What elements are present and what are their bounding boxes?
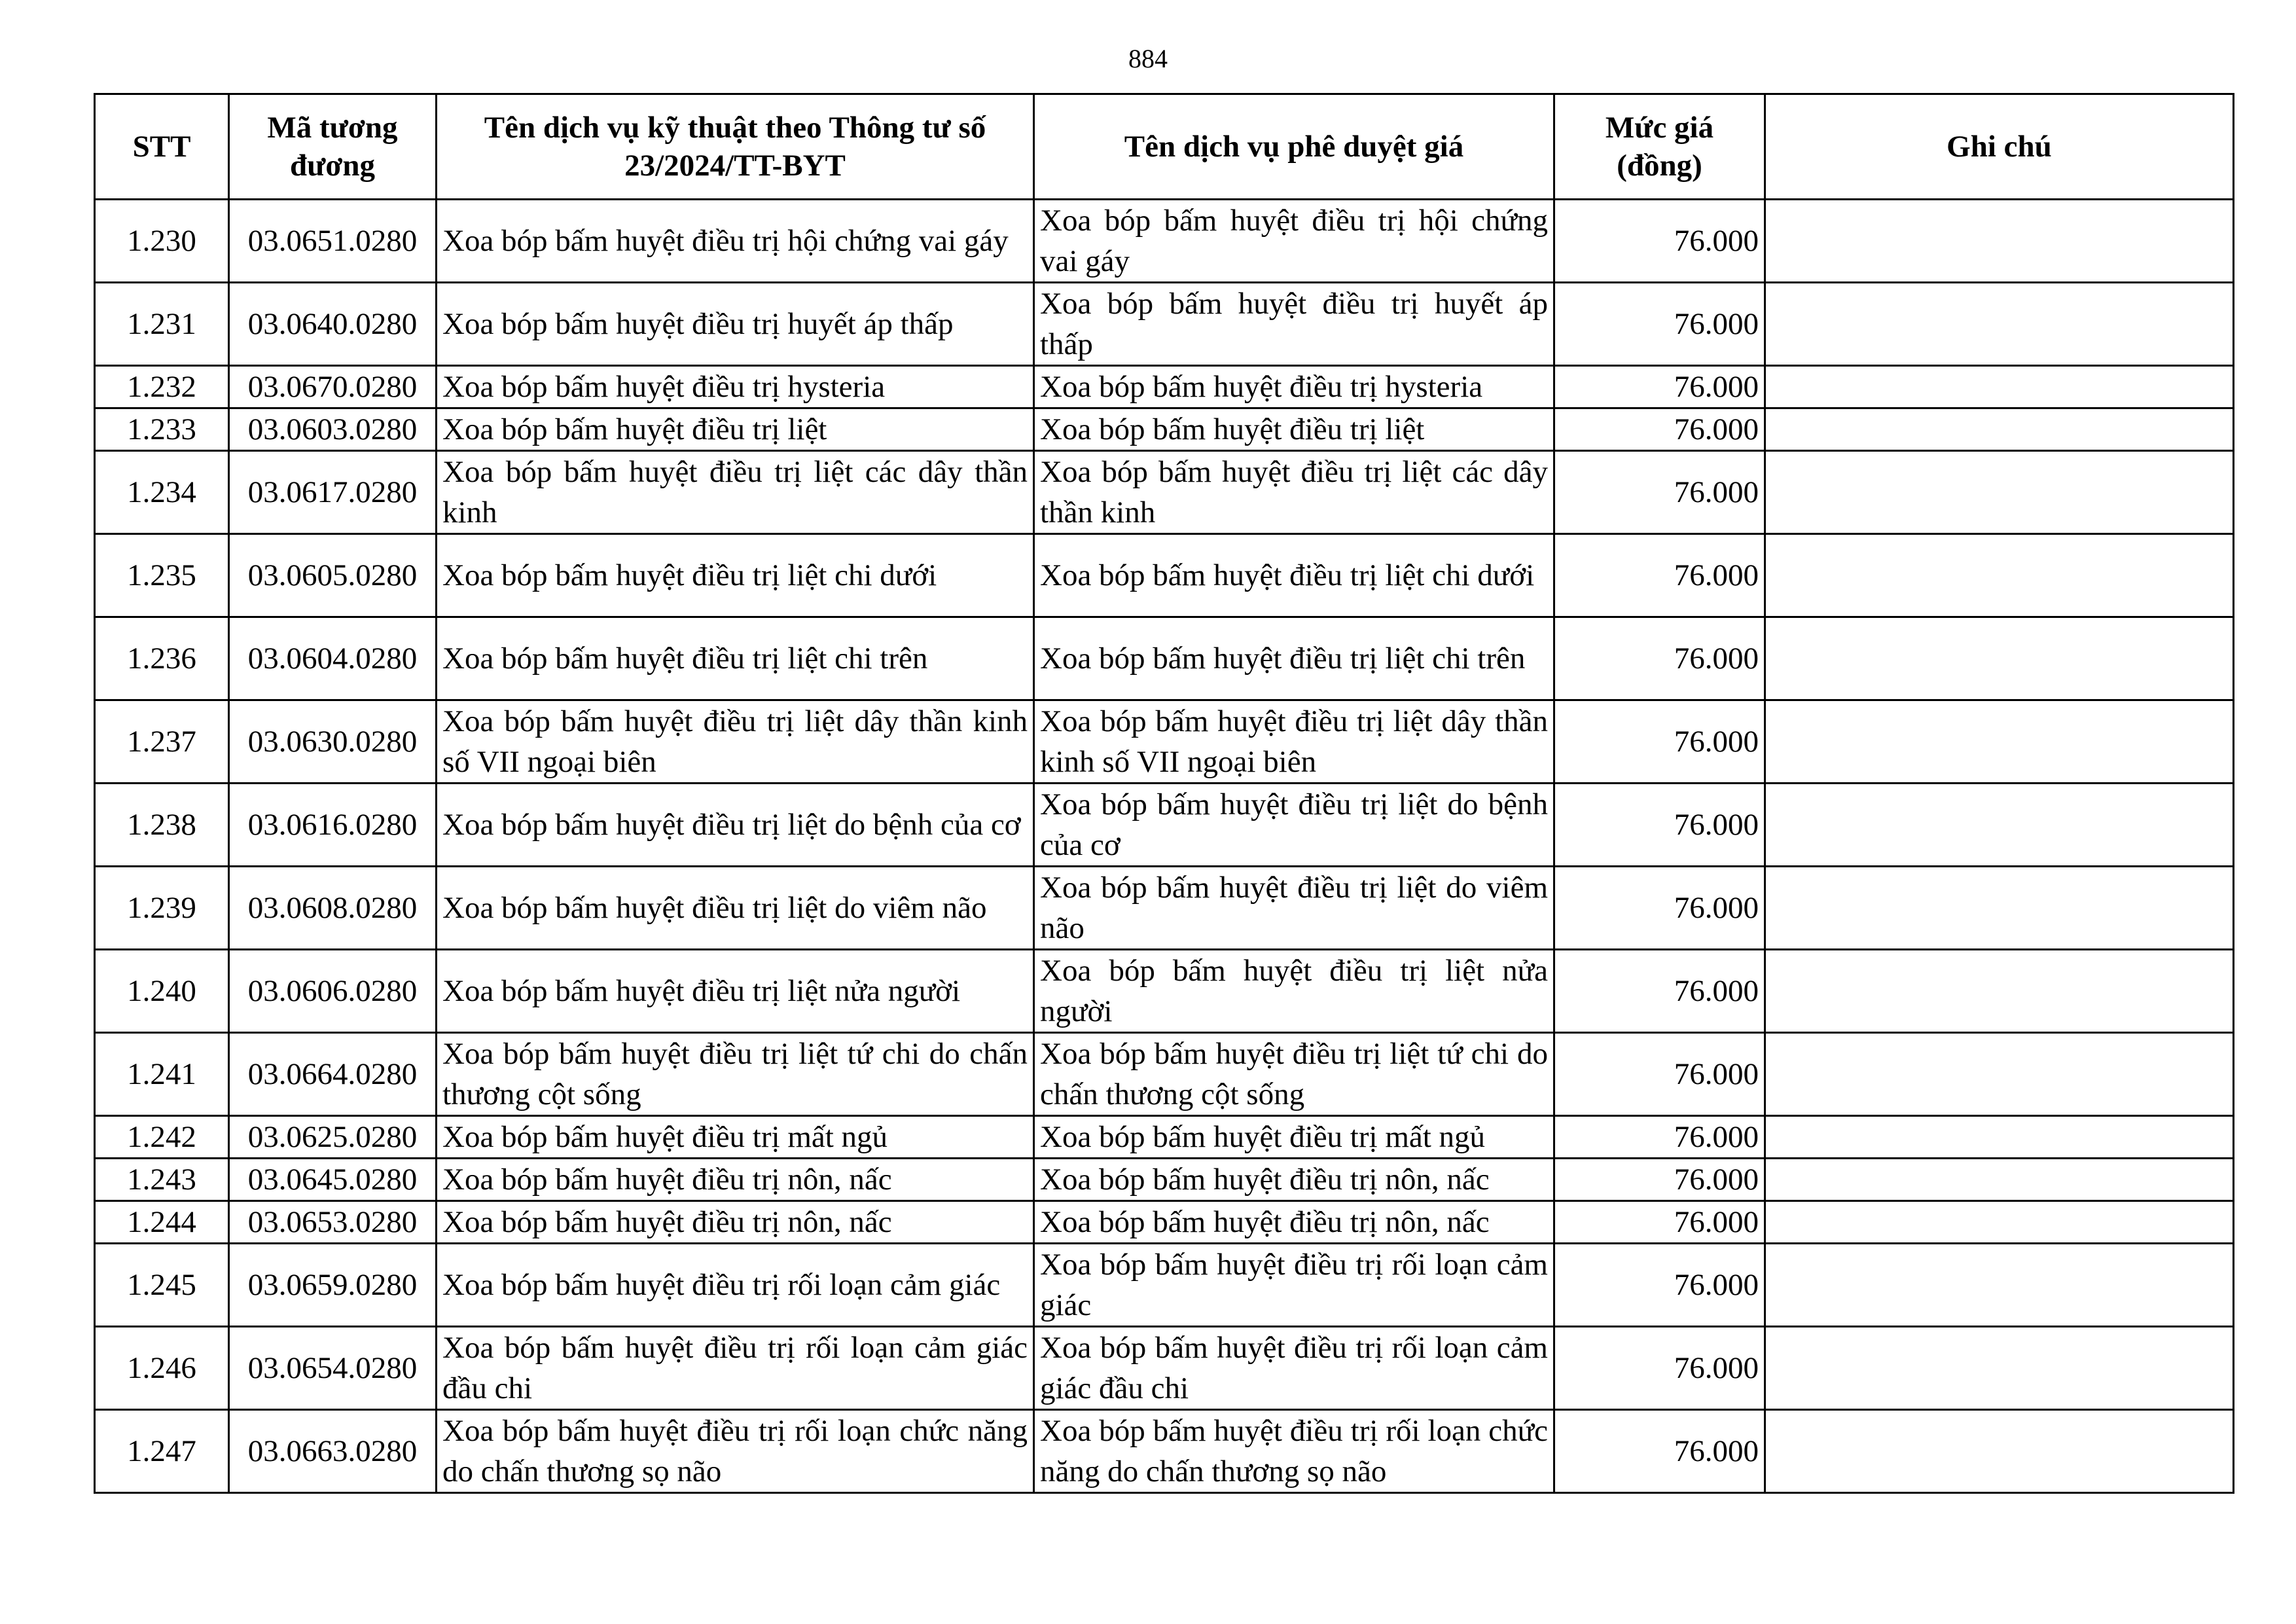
cell-approved-name: Xoa bóp bấm huyệt điều trị rối loạn chức năng do chấn thương sọ não xyxy=(1034,1410,1554,1493)
cell-stt: 1.233 xyxy=(95,408,229,451)
cell-price: 76.000 xyxy=(1554,534,1765,617)
cell-stt: 1.230 xyxy=(95,200,229,283)
cell-stt: 1.247 xyxy=(95,1410,229,1493)
cell-price: 76.000 xyxy=(1554,1244,1765,1327)
page-number: 884 xyxy=(1128,44,1168,73)
cell-price: 76.000 xyxy=(1554,200,1765,283)
cell-code: 03.0617.0280 xyxy=(229,451,437,534)
cell-stt: 1.234 xyxy=(95,451,229,534)
cell-code: 03.0670.0280 xyxy=(229,366,437,408)
cell-note xyxy=(1765,950,2234,1033)
cell-note xyxy=(1765,617,2234,700)
cell-price: 76.000 xyxy=(1554,867,1765,950)
cell-note xyxy=(1765,534,2234,617)
cell-approved-name: Xoa bóp bấm huyệt điều trị mất ngủ xyxy=(1034,1116,1554,1159)
table-row xyxy=(95,700,2234,784)
table-row xyxy=(95,366,2234,408)
table-row xyxy=(95,283,2234,366)
cell-approved-name: Xoa bóp bấm huyệt điều trị hysteria xyxy=(1034,366,1554,408)
table-row xyxy=(95,1201,2234,1244)
header-price: Mức giá (đồng) xyxy=(1554,94,1765,200)
cell-approved-name: Xoa bóp bấm huyệt điều trị liệt do bệnh của cơ xyxy=(1034,784,1554,867)
cell-note xyxy=(1765,1033,2234,1116)
cell-tech-name: Xoa bóp bấm huyệt điều trị liệt do bệnh của cơ xyxy=(437,784,1034,867)
cell-price: 76.000 xyxy=(1554,408,1765,451)
cell-code: 03.0605.0280 xyxy=(229,534,437,617)
cell-price: 76.000 xyxy=(1554,1410,1765,1493)
cell-tech-name: Xoa bóp bấm huyệt điều trị liệt dây thần kinh số VII ngoại biên xyxy=(437,700,1034,784)
cell-stt: 1.245 xyxy=(95,1244,229,1327)
cell-note xyxy=(1765,784,2234,867)
header-tech-name: Tên dịch vụ kỹ thuật theo Thông tư số 23/2024/TT-BYT xyxy=(437,94,1034,200)
cell-tech-name: Xoa bóp bấm huyệt điều trị rối loạn cảm giác xyxy=(437,1244,1034,1327)
cell-note xyxy=(1765,1201,2234,1244)
cell-code: 03.0659.0280 xyxy=(229,1244,437,1327)
cell-note xyxy=(1765,1327,2234,1410)
cell-note xyxy=(1765,1159,2234,1201)
cell-tech-name: Xoa bóp bấm huyệt điều trị mất ngủ xyxy=(437,1116,1034,1159)
cell-code: 03.0653.0280 xyxy=(229,1201,437,1244)
cell-stt: 1.239 xyxy=(95,867,229,950)
cell-stt: 1.242 xyxy=(95,1116,229,1159)
table-row xyxy=(95,408,2234,451)
cell-tech-name: Xoa bóp bấm huyệt điều trị liệt chi trên xyxy=(437,617,1034,700)
cell-tech-name: Xoa bóp bấm huyệt điều trị liệt do viêm não xyxy=(437,867,1034,950)
cell-stt: 1.231 xyxy=(95,283,229,366)
header-note: Ghi chú xyxy=(1765,94,2234,200)
cell-stt: 1.243 xyxy=(95,1159,229,1201)
price-table xyxy=(94,93,2234,1494)
cell-stt: 1.244 xyxy=(95,1201,229,1244)
table-row xyxy=(95,867,2234,950)
cell-approved-name: Xoa bóp bấm huyệt điều trị liệt do viêm não xyxy=(1034,867,1554,950)
cell-price: 76.000 xyxy=(1554,1116,1765,1159)
cell-tech-name: Xoa bóp bấm huyệt điều trị liệt các dây thần kinh xyxy=(437,451,1034,534)
cell-code: 03.0654.0280 xyxy=(229,1327,437,1410)
cell-code: 03.0606.0280 xyxy=(229,950,437,1033)
cell-tech-name: Xoa bóp bấm huyệt điều trị hội chứng vai gáy xyxy=(437,200,1034,283)
cell-price: 76.000 xyxy=(1554,784,1765,867)
cell-approved-name: Xoa bóp bấm huyệt điều trị liệt nửa người xyxy=(1034,950,1554,1033)
header-stt: STT xyxy=(95,94,229,200)
table-header-row xyxy=(95,94,2234,200)
cell-tech-name: Xoa bóp bấm huyệt điều trị rối loạn chức năng do chấn thương sọ não xyxy=(437,1410,1034,1493)
cell-tech-name: Xoa bóp bấm huyệt điều trị huyết áp thấp xyxy=(437,283,1034,366)
cell-price: 76.000 xyxy=(1554,1327,1765,1410)
cell-note xyxy=(1765,408,2234,451)
cell-code: 03.0645.0280 xyxy=(229,1159,437,1201)
cell-code: 03.0664.0280 xyxy=(229,1033,437,1116)
cell-stt: 1.241 xyxy=(95,1033,229,1116)
cell-price: 76.000 xyxy=(1554,366,1765,408)
cell-price: 76.000 xyxy=(1554,283,1765,366)
cell-code: 03.0625.0280 xyxy=(229,1116,437,1159)
cell-note xyxy=(1765,700,2234,784)
cell-code: 03.0608.0280 xyxy=(229,867,437,950)
cell-code: 03.0630.0280 xyxy=(229,700,437,784)
table-row xyxy=(95,1116,2234,1159)
cell-approved-name: Xoa bóp bấm huyệt điều trị liệt dây thần kinh số VII ngoại biên xyxy=(1034,700,1554,784)
cell-stt: 1.240 xyxy=(95,950,229,1033)
cell-price: 76.000 xyxy=(1554,700,1765,784)
table-row xyxy=(95,1410,2234,1493)
cell-stt: 1.237 xyxy=(95,700,229,784)
table-row xyxy=(95,617,2234,700)
cell-price: 76.000 xyxy=(1554,1201,1765,1244)
cell-stt: 1.246 xyxy=(95,1327,229,1410)
table-row xyxy=(95,784,2234,867)
cell-price: 76.000 xyxy=(1554,950,1765,1033)
cell-note xyxy=(1765,1410,2234,1493)
cell-stt: 1.238 xyxy=(95,784,229,867)
cell-approved-name: Xoa bóp bấm huyệt điều trị rối loạn cảm giác xyxy=(1034,1244,1554,1327)
cell-note xyxy=(1765,1244,2234,1327)
cell-note xyxy=(1765,867,2234,950)
cell-note xyxy=(1765,366,2234,408)
cell-code: 03.0663.0280 xyxy=(229,1410,437,1493)
cell-tech-name: Xoa bóp bấm huyệt điều trị liệt xyxy=(437,408,1034,451)
cell-approved-name: Xoa bóp bấm huyệt điều trị liệt các dây thần kinh xyxy=(1034,451,1554,534)
header-approved-name: Tên dịch vụ phê duyệt giá xyxy=(1034,94,1554,200)
cell-approved-name: Xoa bóp bấm huyệt điều trị liệt chi trên xyxy=(1034,617,1554,700)
cell-note xyxy=(1765,1116,2234,1159)
cell-price: 76.000 xyxy=(1554,617,1765,700)
table-row xyxy=(95,451,2234,534)
table-row xyxy=(95,950,2234,1033)
cell-tech-name: Xoa bóp bấm huyệt điều trị hysteria xyxy=(437,366,1034,408)
cell-tech-name: Xoa bóp bấm huyệt điều trị nôn, nấc xyxy=(437,1159,1034,1201)
table-row xyxy=(95,200,2234,283)
cell-stt: 1.236 xyxy=(95,617,229,700)
header-code: Mã tương đương xyxy=(229,94,437,200)
table-row xyxy=(95,1159,2234,1201)
cell-price: 76.000 xyxy=(1554,1033,1765,1116)
cell-price: 76.000 xyxy=(1554,451,1765,534)
table-row xyxy=(95,1244,2234,1327)
cell-note xyxy=(1765,451,2234,534)
cell-tech-name: Xoa bóp bấm huyệt điều trị nôn, nấc xyxy=(437,1201,1034,1244)
cell-note xyxy=(1765,200,2234,283)
table-row xyxy=(95,1327,2234,1410)
cell-code: 03.0603.0280 xyxy=(229,408,437,451)
cell-tech-name: Xoa bóp bấm huyệt điều trị liệt tứ chi do chấn thương cột sống xyxy=(437,1033,1034,1116)
cell-approved-name: Xoa bóp bấm huyệt điều trị liệt xyxy=(1034,408,1554,451)
cell-stt: 1.235 xyxy=(95,534,229,617)
cell-note xyxy=(1765,283,2234,366)
cell-price: 76.000 xyxy=(1554,1159,1765,1201)
cell-approved-name: Xoa bóp bấm huyệt điều trị nôn, nấc xyxy=(1034,1201,1554,1244)
cell-approved-name: Xoa bóp bấm huyệt điều trị liệt chi dưới xyxy=(1034,534,1554,617)
cell-tech-name: Xoa bóp bấm huyệt điều trị liệt chi dưới xyxy=(437,534,1034,617)
cell-stt: 1.232 xyxy=(95,366,229,408)
cell-approved-name: Xoa bóp bấm huyệt điều trị hội chứng vai gáy xyxy=(1034,200,1554,283)
table-row xyxy=(95,534,2234,617)
cell-code: 03.0604.0280 xyxy=(229,617,437,700)
cell-approved-name: Xoa bóp bấm huyệt điều trị liệt tứ chi do chấn thương cột sống xyxy=(1034,1033,1554,1116)
cell-code: 03.0640.0280 xyxy=(229,283,437,366)
cell-tech-name: Xoa bóp bấm huyệt điều trị rối loạn cảm giác đầu chi xyxy=(437,1327,1034,1410)
cell-approved-name: Xoa bóp bấm huyệt điều trị huyết áp thấp xyxy=(1034,283,1554,366)
cell-approved-name: Xoa bóp bấm huyệt điều trị rối loạn cảm giác đầu chi xyxy=(1034,1327,1554,1410)
cell-code: 03.0616.0280 xyxy=(229,784,437,867)
cell-approved-name: Xoa bóp bấm huyệt điều trị nôn, nấc xyxy=(1034,1159,1554,1201)
cell-code: 03.0651.0280 xyxy=(229,200,437,283)
cell-tech-name: Xoa bóp bấm huyệt điều trị liệt nửa người xyxy=(437,950,1034,1033)
table-row xyxy=(95,1033,2234,1116)
